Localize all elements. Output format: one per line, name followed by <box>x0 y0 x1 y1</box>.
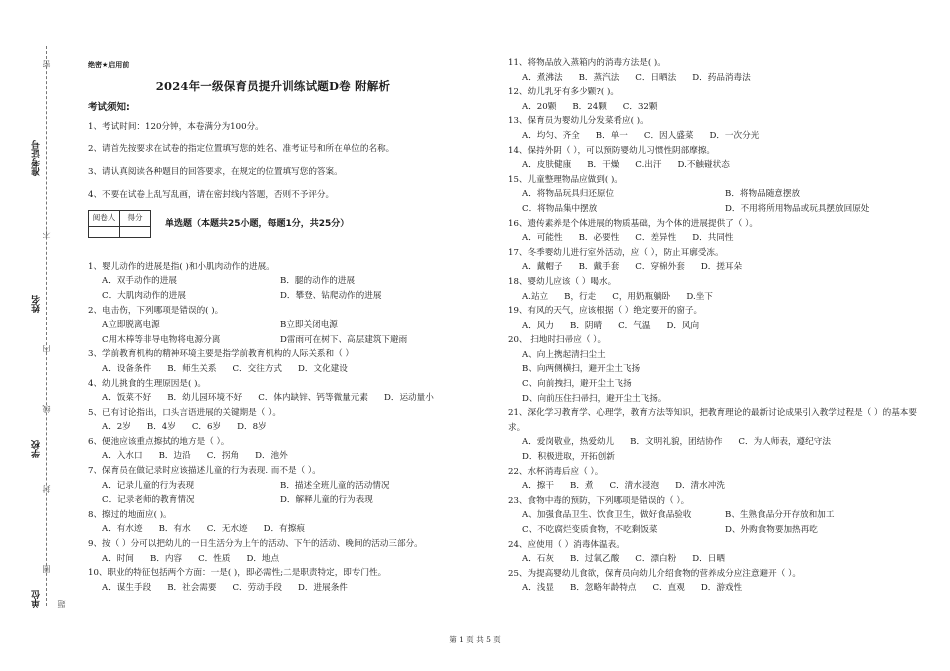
answer-option[interactable]: A．谋生手段 <box>102 582 152 593</box>
question-text: 10、职业的特征包括两个方面：一是( )，即必需性;二是职责特定，即专门性。 <box>88 568 387 579</box>
option-group <box>88 581 458 596</box>
answer-option[interactable]: A．爱岗敬业，热爱幼儿 <box>522 437 615 448</box>
answer-option[interactable]: A．双手动作的进展 <box>102 276 177 287</box>
answer-option[interactable]: D．不用将所用物品或玩具摆放回原处 <box>725 203 870 214</box>
answer-option[interactable]: B．必要性 <box>578 233 620 244</box>
answer-option[interactable]: D．8岁 <box>237 422 267 433</box>
answer-option[interactable]: C．因人盛菜 <box>643 130 694 141</box>
question-list-left <box>88 260 458 596</box>
answer-option[interactable]: B．师生关系 <box>167 363 217 374</box>
option-group <box>88 479 458 508</box>
section-header <box>88 210 458 238</box>
notice-item: 2、请首先按要求在试卷的指定位置填写您的姓名、准考证号和所在单位的名称。 <box>88 144 395 155</box>
option-group <box>508 479 928 494</box>
answer-option[interactable]: D．有擦痕 <box>263 524 305 535</box>
answer-option[interactable]: D雷雨可在树下、高层建筑下避雨 <box>280 334 408 345</box>
question-text: 21、深化学习教育学、心理学，教育方法等知识，把教育理论的最新讨论成果引入教学过程是（ ）的基本要求。 <box>508 408 917 433</box>
answer-option[interactable]: B．过氧乙酸 <box>570 554 620 565</box>
option-group <box>508 158 928 173</box>
question-text: 14、保持外阴（ ），可以预防婴幼儿习惯性阴部摩擦。 <box>508 145 716 156</box>
answer-option[interactable]: A．煮沸法 <box>522 72 563 83</box>
answer-option[interactable]: B立即关闭电源 <box>280 320 338 331</box>
question-item <box>508 246 928 275</box>
question-item <box>88 304 458 348</box>
question-item <box>88 406 458 435</box>
question-item <box>88 347 458 376</box>
exam-number-label: 准考证号 <box>32 140 42 176</box>
answer-option[interactable]: B．将物品随意摆放 <box>725 189 801 200</box>
option-group <box>508 129 928 144</box>
answer-option[interactable]: B．干燥 <box>587 160 620 171</box>
binding-margin <box>0 0 70 671</box>
question-item <box>508 406 928 464</box>
seal-char: 密 <box>42 60 51 68</box>
option-group <box>508 100 928 115</box>
answer-option[interactable]: B、向两侧横扫，避开尘土飞扬 <box>522 364 641 375</box>
answer-option[interactable]: B．描述全班儿童的活动情况 <box>280 480 390 491</box>
question-text: 16、遗传素养是个体进展的物质基础，为个体的进展提供了（ ）。 <box>508 218 758 229</box>
answer-option[interactable]: A．设备条件 <box>102 363 152 374</box>
option-group <box>508 508 928 537</box>
answer-option[interactable]: C．日晒法 <box>635 72 677 83</box>
answer-option[interactable]: A.站立 <box>522 291 549 302</box>
seal-char: 线 <box>42 405 51 413</box>
option-group <box>508 319 928 334</box>
question-item <box>88 377 458 406</box>
answer-option[interactable]: D．游戏性 <box>700 583 743 594</box>
question-item <box>88 260 458 304</box>
question-text: 18、婴幼儿应该（ ）喝水。 <box>508 276 617 287</box>
answer-option[interactable]: A．将物品玩具归还原位 <box>522 189 615 200</box>
option-group <box>508 231 928 246</box>
option-group <box>508 187 928 216</box>
answer-option[interactable]: C用木棒等非导电物将电源分离 <box>102 334 221 345</box>
answer-option[interactable]: A．均匀、齐全 <box>522 130 580 141</box>
notice-item: 3、请认真阅读各种题目的回答要求，在规定的位置填写您的答案。 <box>88 166 343 177</box>
answer-option[interactable]: A．皮肤健康 <box>522 160 572 171</box>
answer-option[interactable]: A．浅显 <box>522 583 554 594</box>
answer-option[interactable]: B．忽略年龄特点 <box>570 583 637 594</box>
seal-char: 题 <box>57 600 66 608</box>
answer-option[interactable]: C．差异性 <box>635 233 677 244</box>
answer-option[interactable]: D．药品消毒法 <box>692 72 751 83</box>
question-item <box>508 567 928 596</box>
answer-option[interactable]: A．石灰 <box>522 554 554 565</box>
answer-option[interactable]: C．大肌肉动作的进展 <box>102 290 186 301</box>
answer-option[interactable]: B．幼儿园环境不好 <box>167 393 243 404</box>
question-text: 1、婴儿动作的进展是指( )和小肌肉动作的进展。 <box>88 261 275 272</box>
answer-option[interactable]: B、生熟食品分开存放和加工 <box>725 510 835 521</box>
question-item <box>508 465 928 494</box>
answer-option[interactable]: A、向上携起清扫尘土 <box>522 349 606 360</box>
answer-option[interactable]: D．文化建设 <box>298 363 348 374</box>
answer-option[interactable]: B．有水 <box>158 524 191 535</box>
answer-option[interactable]: C．穿棉外套 <box>635 262 685 273</box>
answer-option[interactable]: D．日晒 <box>692 554 725 565</box>
option-group <box>88 318 458 347</box>
answer-option[interactable]: B，行走 <box>564 291 597 302</box>
question-item <box>508 114 928 143</box>
option-group <box>508 435 928 464</box>
answer-option[interactable]: A、加强食品卫生、饮食卫生，做好食品验收 <box>522 510 692 521</box>
notice-heading: 考试须知: <box>88 102 130 114</box>
answer-option[interactable]: B．社会需要 <box>167 582 217 593</box>
score-blank[interactable] <box>120 226 151 237</box>
answer-option[interactable]: A．饭菜不好 <box>102 393 152 404</box>
question-item <box>508 144 928 173</box>
answer-option[interactable]: C．无水迹 <box>206 524 248 535</box>
question-list-right <box>508 56 928 596</box>
question-text: 7、保育员在做记录时应该描述儿童的行为表现. 而不是（ ）。 <box>88 466 321 477</box>
score-cell: 得分 <box>120 211 151 227</box>
seal-char: 内 <box>42 345 51 353</box>
answer-option[interactable]: C，用奶瓶躺卧 <box>612 291 671 302</box>
section-title: 单选题（本题共25小题，每题1分，共25分） <box>165 218 350 229</box>
answer-option[interactable]: D．共同性 <box>692 233 734 244</box>
question-item <box>508 275 928 304</box>
question-item <box>508 494 928 538</box>
score-table <box>88 210 151 238</box>
answer-option[interactable]: C.出汗 <box>635 160 662 171</box>
option-group <box>88 420 458 435</box>
question-item <box>508 56 928 85</box>
question-text: 17、冬季婴幼儿进行室外活动，应（ ），防止耳廓受冻。 <box>508 247 724 258</box>
question-item <box>88 464 458 508</box>
answer-option[interactable]: B．戴手套 <box>578 262 620 273</box>
option-group <box>88 362 458 377</box>
question-item <box>508 304 928 333</box>
question-text: 6、便池应该重点擦拭的地方是（ ）。 <box>88 436 230 447</box>
option-group <box>508 552 928 567</box>
answer-option[interactable]: D．地点 <box>246 553 280 564</box>
answer-option[interactable]: C、不吃腐烂变质食物，不吃剩饭菜 <box>522 525 658 535</box>
option-group <box>88 274 458 303</box>
answer-option[interactable]: D、向前压住扫帚扫，避开尘土飞扬。 <box>522 393 667 404</box>
question-text: 15、儿童整理物品应做到( )。 <box>508 174 623 185</box>
school-label: 学校 <box>32 440 42 458</box>
answer-option[interactable]: D．进展条件 <box>298 582 348 593</box>
seal-char: 圈 <box>42 565 51 573</box>
page-title: 2024年一级保育员提升训练试题D卷 附解析 <box>155 78 391 93</box>
option-group <box>508 260 928 275</box>
question-item <box>508 85 928 114</box>
seal-char: 不 <box>42 230 51 238</box>
notice-item: 4、不要在试卷上乱写乱画，请在密封线内答题，否则不予评分。 <box>88 189 335 200</box>
page-footer: 第 1 页 共 5 页 <box>449 635 501 644</box>
answer-option[interactable]: C．漂白粉 <box>635 554 677 565</box>
answer-option[interactable]: D．池外 <box>255 451 288 462</box>
question-text: 12、幼儿乳牙有多少颗?( )。 <box>508 87 619 98</box>
answer-option[interactable]: A．记录儿童的行为表现 <box>102 480 195 491</box>
question-text: 5、已有讨论指出，口头言语进展的关键期是（ ）。 <box>88 407 281 418</box>
question-item <box>88 566 458 595</box>
secret-mark: 绝密★启用前 <box>88 61 130 69</box>
question-text: 9、按（ ）分可以把幼儿的一日生活分为上午的活动、下午的活动、晚间的活动三部分。 <box>88 539 423 550</box>
question-item <box>88 537 458 566</box>
answer-option[interactable]: C．气温 <box>618 320 651 331</box>
answer-option[interactable]: D．运动量小 <box>383 393 434 404</box>
reviewer-cell: 阅卷人 <box>89 211 120 227</box>
question-item <box>88 508 458 537</box>
answer-option[interactable]: B．边沿 <box>158 451 191 462</box>
question-item <box>508 217 928 246</box>
answer-option[interactable]: C．清水浸泡 <box>609 481 660 492</box>
answer-option[interactable]: C．交往方式 <box>232 363 283 374</box>
unit-label: 单位 <box>32 590 42 608</box>
answer-option[interactable]: C、向前拽扫，避开尘土飞扬 <box>522 379 632 390</box>
answer-option[interactable]: B．腿的动作的进展 <box>280 276 356 287</box>
question-item <box>508 333 928 406</box>
answer-option[interactable]: D．攀登、钻爬动作的进展 <box>280 290 382 301</box>
answer-option[interactable]: C．将物品集中摆放 <box>522 203 598 214</box>
answer-option[interactable]: D．一次分光 <box>709 130 760 141</box>
question-text: 19、有风的天气，应该根据（ ）绝定要开的窗子。 <box>508 306 703 317</box>
answer-option[interactable]: C．拐角 <box>206 451 240 462</box>
left-column <box>88 56 458 595</box>
answer-option[interactable]: B．阴晴 <box>570 320 603 331</box>
answer-option[interactable]: B．文明礼貌，团结协作 <box>630 437 723 448</box>
question-text: 3、学前教育机构的精神环境主要是指学前教育机构的人际关系和（ ） <box>88 349 355 360</box>
option-group <box>508 348 928 406</box>
seal-line <box>46 46 47 606</box>
answer-option[interactable]: A．20颗 <box>522 101 557 112</box>
answer-option[interactable]: D．解释儿童的行为表现 <box>280 495 373 506</box>
option-group <box>88 391 458 406</box>
answer-option[interactable]: C．记录老师的教育情况 <box>102 495 195 506</box>
question-text: 8、擦过的地面应( )。 <box>88 509 172 520</box>
answer-option[interactable]: D.不触碰状态 <box>677 160 730 171</box>
option-group <box>508 581 928 596</box>
name-label: 姓名 <box>32 295 42 313</box>
answer-option[interactable]: B．4岁 <box>146 422 176 433</box>
answer-option[interactable]: A．有水迹 <box>102 524 143 535</box>
answer-option[interactable]: A．风力 <box>522 320 554 331</box>
answer-option[interactable]: C．劳动手段 <box>232 582 283 593</box>
answer-option[interactable]: A．入水口 <box>102 451 143 462</box>
answer-option[interactable]: C．为人师表，遵纪守法 <box>738 437 831 448</box>
right-column <box>508 56 928 596</box>
answer-option[interactable]: B．煮 <box>570 481 594 492</box>
answer-option[interactable]: A立即脱离电源 <box>102 320 160 331</box>
question-text: 22、水杯消毒后应（ ）。 <box>508 466 604 477</box>
question-item <box>88 435 458 464</box>
answer-option[interactable]: B．单一 <box>595 130 628 141</box>
question-item <box>508 173 928 217</box>
answer-option[interactable]: C．6岁 <box>191 422 222 433</box>
answer-option[interactable]: A．2岁 <box>102 422 131 433</box>
question-text: 13、保育员为婴幼儿分发菜肴应( )。 <box>508 116 649 127</box>
answer-option[interactable]: D．风向 <box>666 320 700 331</box>
question-text: 4、幼儿挑食的生理原因是( )。 <box>88 378 207 389</box>
answer-option[interactable]: B．蒸汽法 <box>578 72 620 83</box>
answer-option[interactable]: A．可能性 <box>522 233 563 244</box>
question-text: 25、为提高婴幼儿食欲，保育员向幼儿介绍食物的营养成分应注意避开（ ）。 <box>508 568 801 579</box>
option-group <box>88 522 458 537</box>
answer-option[interactable]: A．戴帽子 <box>522 262 563 273</box>
answer-option[interactable]: D．搓耳朵 <box>700 262 743 273</box>
answer-option[interactable]: D、外购食物要加热再吃 <box>725 525 818 535</box>
question-text: 11、将物品放入蒸箱内的消毒方法是( )。 <box>508 58 666 68</box>
answer-option[interactable]: B．24颗 <box>572 101 607 112</box>
question-text: 24、应使用（ ）消毒体温表。 <box>508 539 625 550</box>
answer-option[interactable]: C．体内缺锌、钙等微量元素 <box>258 393 368 404</box>
question-item <box>508 538 928 567</box>
answer-option[interactable]: C．直观 <box>652 583 685 594</box>
question-text: 2、电击伤，下列哪项是错误的( )。 <box>88 305 224 316</box>
reviewer-blank[interactable] <box>89 226 120 237</box>
answer-option[interactable]: A．擦干 <box>522 481 554 492</box>
answer-option[interactable]: B．内容 <box>150 553 183 564</box>
question-text: 23、食物中毒的预防，下列哪项是错误的（ ）。 <box>508 495 690 506</box>
option-group <box>88 449 458 464</box>
answer-option[interactable]: D．积极进取，开拓创新 <box>522 452 615 463</box>
answer-option[interactable]: D．清水冲洗 <box>675 481 725 492</box>
question-text: 20、 扫地时扫帚应（ ）。 <box>508 335 607 346</box>
answer-option[interactable]: A．时间 <box>102 553 134 564</box>
notice-item: 1、考试时间：120分钟，本卷满分为100分。 <box>88 121 264 132</box>
answer-option[interactable]: D.坐下 <box>686 291 713 302</box>
option-group <box>508 290 928 305</box>
answer-option[interactable]: C．性质 <box>198 553 231 564</box>
seal-char: 封 <box>42 485 51 493</box>
exam-notice <box>88 101 458 202</box>
option-group <box>508 71 928 86</box>
answer-option[interactable]: C．32颗 <box>622 101 658 112</box>
option-group <box>88 552 458 567</box>
